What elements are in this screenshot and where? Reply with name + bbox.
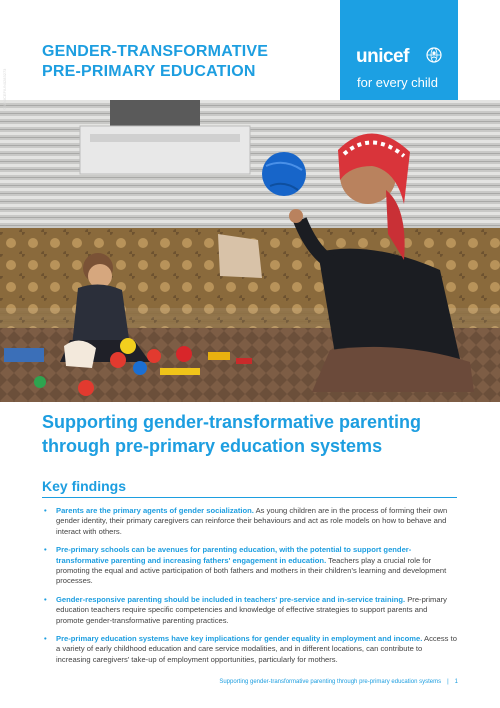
main-title-line1: Supporting gender-transformative parenting — [42, 412, 422, 432]
finding-lead: Pre-primary education systems have key implications for gender equality in employment and income. — [56, 634, 423, 644]
finding-text: Pre-primary education teachers require specific competencies and knowledge of effective strategies to support parents and promote gender-transformative parenting practices. — [56, 594, 447, 625]
series-title — [42, 42, 332, 82]
father-and-child-playing-photo — [0, 100, 500, 402]
main-title — [42, 410, 462, 458]
finding-lead: Pre-primary schools can be avenues for parenting education, with the potential to support gender-transformative parenting and increasing fathers' engagement in education. — [56, 545, 412, 565]
heading-divider — [42, 497, 457, 498]
finding-text: Teachers play a crucial role for promoting the equal and active participation of both fathers and mothers in their children's learning and development processes. — [56, 555, 447, 586]
footer-running-title: Supporting gender-transformative parenting through pre-primary education systems — [219, 679, 442, 685]
unicef-logo-block — [340, 0, 458, 108]
finding-lead: Gender-responsive parenting should be included in teachers' pre-service and in-service training. — [56, 594, 406, 604]
bullet-icon: • — [44, 545, 47, 555]
bullet-icon: • — [44, 594, 47, 604]
main-title-line2: through pre-primary education systems — [42, 436, 383, 456]
photo-credit: © UNICEF/UN0283273 — [2, 68, 7, 110]
finding-item — [42, 506, 457, 537]
finding-item — [42, 634, 457, 665]
finding-text: Access to a variety of early childhood education and care service modalities, and in different locations, can contribute to increasing caregivers' take-up of employment opportunities, particularly for mothers. — [56, 634, 457, 664]
page-footer — [219, 679, 458, 685]
finding-text: As young children are in the process of forming their own gender identity, their primary caregivers can reinforce their behaviours and act as role models on how to behave and interact with others. — [56, 506, 448, 536]
finding-item — [42, 545, 457, 587]
cover-photo — [0, 100, 500, 402]
footer-separator: | — [447, 679, 449, 685]
key-findings-list — [42, 506, 457, 673]
finding-lead: Parents are the primary agents of gender socialization. — [56, 506, 254, 515]
globe-emblem-icon — [426, 47, 442, 63]
finding-item — [42, 595, 457, 626]
section-heading-key-findings: Key findings — [42, 478, 127, 494]
bullet-icon: • — [44, 634, 47, 644]
series-title-line1: GENDER-TRANSFORMATIVE — [42, 43, 269, 60]
series-title-line2: PRE-PRIMARY EDUCATION — [42, 63, 256, 80]
brand-tagline: for every child — [357, 75, 438, 90]
bullet-icon: • — [44, 506, 47, 515]
page-number: 1 — [454, 679, 458, 685]
brand-name: unicef — [356, 46, 409, 67]
